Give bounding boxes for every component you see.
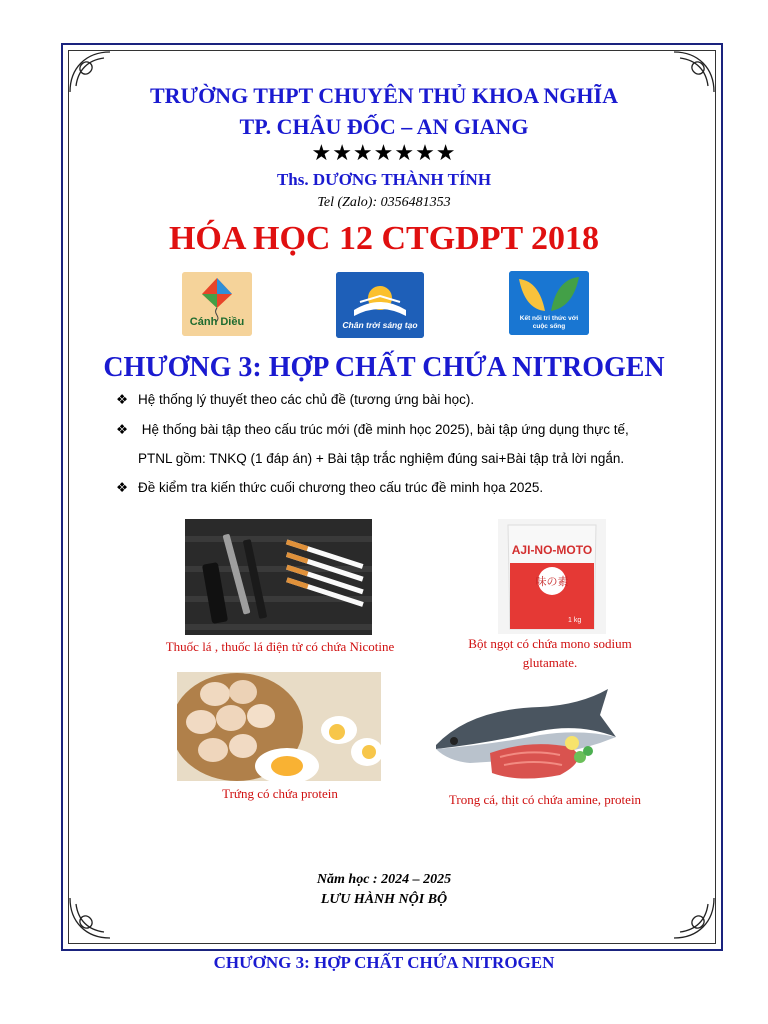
msg-caption-line-2: glutamate. — [522, 655, 578, 670]
msg-japanese-label: 味の素 — [535, 575, 569, 588]
ket-noi-tri-thuc-logo — [509, 271, 589, 335]
page-footer-chapter-title: CHƯƠNG 3: HỢP CHẤT CHỨA NITROGEN — [213, 953, 555, 972]
msg-caption-line-1: Bột ngọt có chứa mono sodium — [468, 636, 632, 651]
chan-troi-logo-text: Chân trời sáng tạo — [342, 320, 418, 330]
teacher-name: Ths. DƯƠNG THÀNH TÍNH — [276, 170, 492, 189]
chan-troi-sang-tao-logo — [336, 272, 424, 338]
cigarettes-caption: Thuốc lá , thuốc lá điện tử có chứa Nicotine — [165, 639, 395, 654]
canh-dieu-logo — [182, 272, 252, 336]
internal-circulation: LƯU HÀNH NỘI BỘ — [320, 892, 448, 907]
eggs-photo — [177, 672, 381, 781]
school-line-2: TP. CHÂU ĐỐC – AN GIANG — [239, 114, 529, 139]
eggs-caption: Trứng có chứa protein — [222, 786, 338, 801]
list-item-text: Hệ thống lý thuyết theo các chủ đề (tương ứng bài học). — [138, 392, 475, 407]
list-item-text: Hệ thống bài tập theo cấu trúc mới (đề minh học 2025), bài tập ứng dụng thực tế, — [138, 422, 629, 437]
list-item — [116, 480, 543, 496]
msg-bag-photo — [498, 519, 606, 634]
canh-dieu-logo-text: Cánh Diều — [189, 316, 245, 328]
diamond-bullet-icon: ❖ — [116, 392, 129, 407]
msg-brand-label: AJI-NO-MOTO — [511, 543, 593, 557]
chapter-title: CHƯƠNG 3: HỢP CHẤT CHỨA NITROGEN — [103, 352, 665, 383]
diamond-bullet-icon: ❖ — [116, 422, 129, 437]
list-item — [116, 422, 629, 438]
diamond-bullet-icon: ❖ — [116, 480, 129, 495]
list-item — [116, 392, 474, 408]
msg-weight-label: 1 kg — [568, 617, 582, 624]
fish-photo — [430, 679, 618, 787]
msg-caption — [430, 634, 670, 672]
school-name — [0, 80, 768, 142]
list-item-continuation: PTNL gồm: TNKQ (1 đáp án) + Bài tập trắc nghiệm đúng sai+Bài tập trả lời ngắn. — [138, 451, 625, 466]
teacher-phone: Tel (Zalo): 0356481353 — [317, 195, 451, 210]
star-divider: ★★★★★★★ — [311, 140, 457, 165]
ket-noi-logo-text: Kết nối tri thức với cuộc sống — [519, 315, 579, 330]
school-line-1: TRƯỜNG THPT CHUYÊN THỦ KHOA NGHĨA — [150, 83, 618, 108]
cigarettes-photo — [185, 519, 372, 635]
subject-title: HÓA HỌC 12 CTGDPT 2018 — [168, 220, 600, 257]
list-item-text: Đề kiểm tra kiến thức cuối chương theo cấu trúc đề minh họa 2025. — [138, 480, 544, 495]
school-year: Năm học : 2024 – 2025 — [316, 872, 452, 887]
fish-caption: Trong cá, thịt có chứa amine, protein — [448, 792, 642, 807]
